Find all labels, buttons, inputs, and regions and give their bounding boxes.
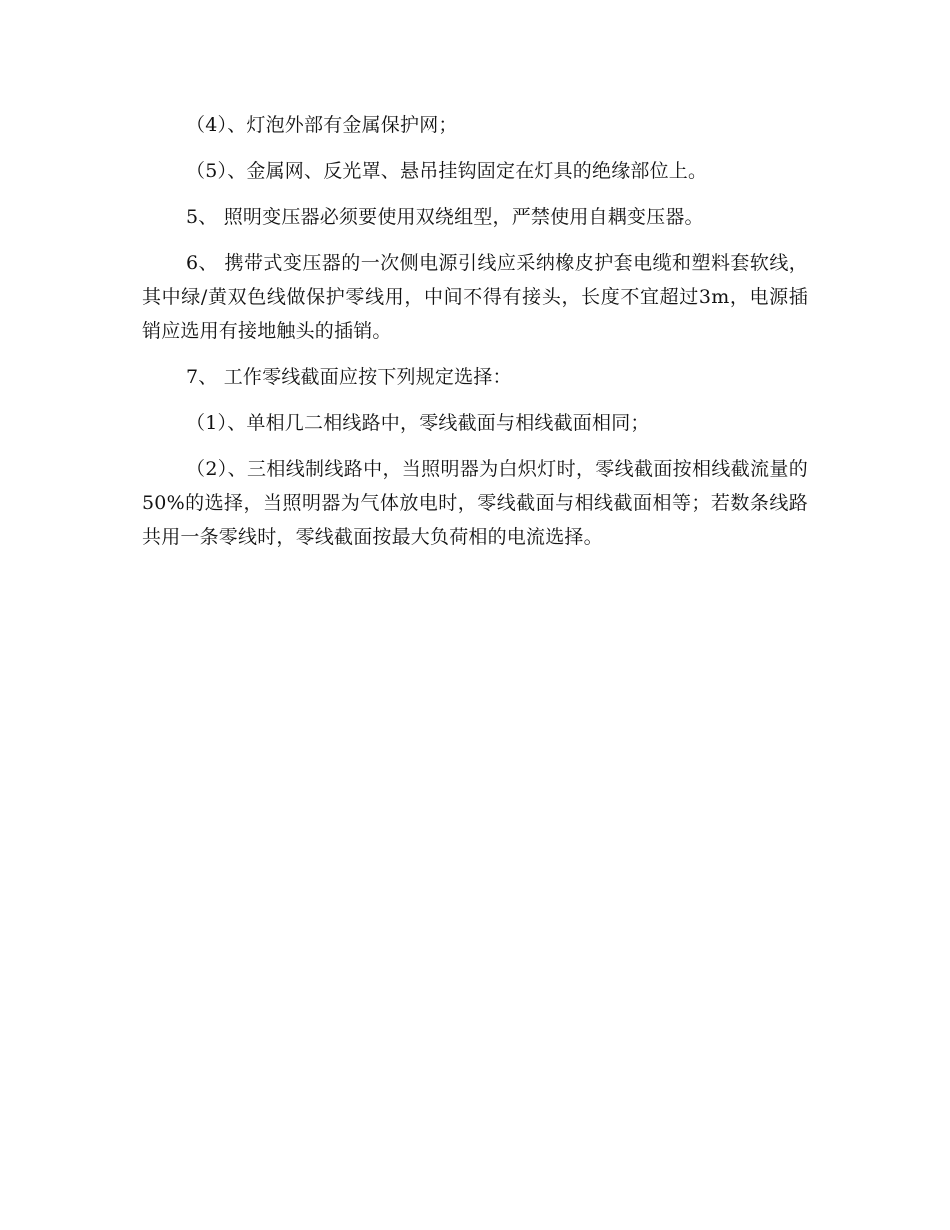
paragraph-section-6: 6、 携带式变压器的一次侧电源引线应采纳橡皮护套电缆和塑料套软线，其中绿/黄双色线做保护零线用，中间不得有接头，长度不宜超过3m，电源插销应选用有接地触头的插销。 (142, 252, 808, 342)
paragraph-gap (142, 394, 808, 406)
paragraph-item-5: （5）、金属网、反光罩、悬吊挂钩固定在灯具的绝缘部位上。 (186, 160, 708, 182)
paragraph-gap (142, 348, 808, 360)
paragraph-sub-2: （2）、三相线制线路中，当照明器为白炽灯时，零线截面按相线截流量的50%的选择，当照明器为气体放电时，零线截面与相线截面相等；若数条线路共用一条零线时，零线截面按最大负荷相的电流选择。 (142, 458, 808, 548)
paragraph-gap (142, 440, 808, 452)
document-body (142, 108, 808, 554)
paragraph-section-7: 7、 工作零线截面应按下列规定选择： (186, 366, 512, 388)
paragraph-sub-1: （1）、单相几二相线路中，零线截面与相线截面相同； (186, 412, 650, 434)
paragraph-gap (142, 142, 808, 154)
paragraph-section-5: 5、 照明变压器必须要使用双绕组型，严禁使用自耦变压器。 (186, 206, 704, 228)
paragraph-gap (142, 188, 808, 200)
paragraph-item-4: （4）、灯泡外部有金属保护网； (186, 114, 458, 136)
paragraph-gap (142, 234, 808, 246)
